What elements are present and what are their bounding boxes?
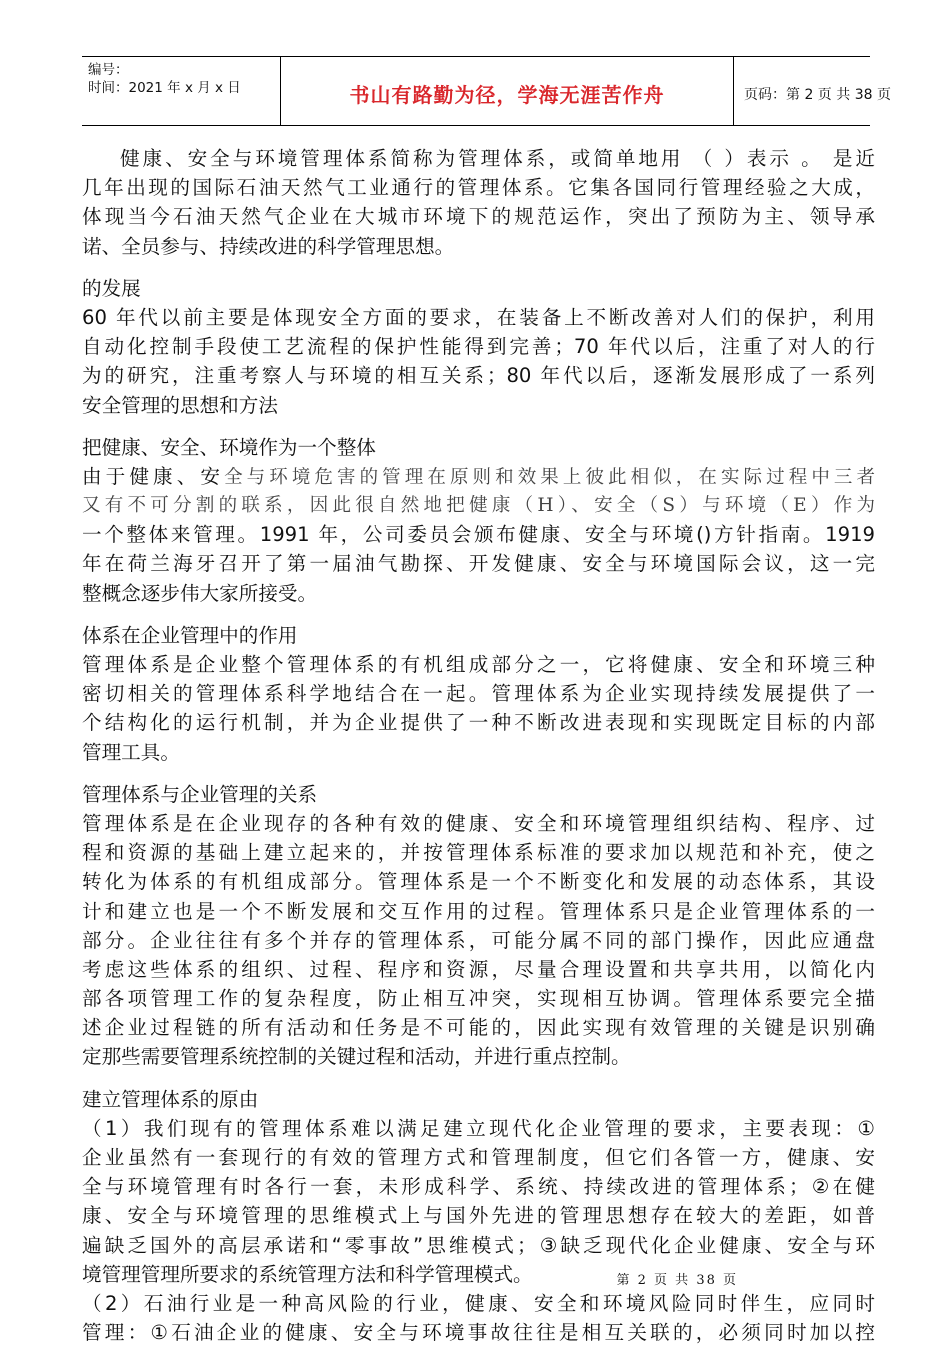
- paragraph-line: 60 年代以前主要是体现安全方面的要求，在装备上不断改善对人们的保护，利用: [82, 305, 875, 329]
- paragraph-line: 由于健康、安全与环境危害的管理在原则和效果上彼此相似，在实际过程中三者: [82, 464, 875, 488]
- header-meta: [82, 57, 280, 125]
- paragraph-line: 管理：①石油企业的健康、安全与环境事故往往是相互关联的，必须同时加以控: [82, 1321, 875, 1345]
- page-header: [82, 56, 891, 126]
- paragraph-line: 程和资源的基础上建立起来的，并按管理体系标准的要求加以规范和补充，使之: [82, 841, 875, 865]
- paragraph-line: 企业虽然有一套现行的有效的管理方式和管理制度，但它们各管一方，健康、安: [82, 1146, 875, 1169]
- paragraph-line: 一个整体来管理。1991 年，公司委员会颁布健康、安全与环境()方针指南。1919: [82, 523, 875, 547]
- section-title-relation: 管理体系与企业管理的关系: [82, 782, 318, 806]
- paragraph-line: 安全管理的思想和方法: [82, 393, 278, 417]
- paragraph-line: 述企业过程链的所有活动和任务是不可能的，因此实现有效管理的关键是识别确: [82, 1016, 875, 1040]
- paragraph-line: 自动化控制手段使工艺流程的保护性能得到完善；70 年代以后，注重了对人的行: [82, 335, 875, 359]
- paragraph-line: （2）石油行业是一种高风险的行业，健康、安全和环境风险同时伴生，应同时: [82, 1291, 875, 1315]
- intro-line: 健康、安全与环境管理体系简称为管理体系，或简单地用 （ ）表示 。 是近: [120, 147, 875, 170]
- paragraph-line: 又有不可分割的联系，因此很自然地把健康（H）、安全（S）与环境（E）作为: [82, 495, 875, 517]
- paragraph-line: 为的研究，注重考察人与环境的相互关系；80 年代以后，逐渐发展形成了一系列: [82, 364, 875, 388]
- intro-line: 诺、全员参与、持续改进的科学管理思想。: [82, 234, 455, 258]
- paragraph-line: 全与环境管理有时各行一套，未形成科学、系统、持续改进的管理体系；②在健: [82, 1175, 875, 1199]
- paragraph-line: 考虑这些体系的组织、过程、程序和资源，尽量合理设置和共享共用，以简化内: [82, 957, 875, 981]
- paragraph-line: 管理工具。: [82, 740, 180, 764]
- motto: 书山有路勤为径，学海无涯苦作舟: [349, 83, 665, 107]
- paragraph-line: 个结构化的运行机制，并为企业提供了一种不断改进表现和实现既定目标的内部: [82, 711, 875, 735]
- section-title-reasons: 建立管理体系的原由: [82, 1087, 259, 1111]
- paragraph-line: 遍缺乏国外的高层承诺和“零事故”思维模式；③缺乏现代化企业健康、安全与环: [82, 1233, 875, 1257]
- section-title-role: 体系在企业管理中的作用: [82, 623, 298, 647]
- page-footer: 第 2 页 共 38 页: [616, 1273, 738, 1288]
- paragraph-line: 整概念逐步伟大家所接受。: [82, 581, 318, 605]
- page-info: 页码：第 2 页 共 38 页: [744, 87, 891, 103]
- number-label: 编号：: [88, 62, 129, 78]
- intro-line: 几年出现的国际石油天然气工业通行的管理体系。它集各国同行管理经验之大成，: [82, 176, 875, 200]
- header-page-cell: [732, 57, 891, 125]
- header-motto-cell: [280, 57, 734, 125]
- paragraph-line: 部各项管理工作的复杂程度，防止相互冲突，实现相互协调。管理体系要完全描: [82, 987, 875, 1011]
- paragraph-line: 年在荷兰海牙召开了第一届油气勘探、开发健康、安全与环境国际会议，这一完: [82, 552, 875, 576]
- paragraph-line: 境管理管理所要求的系统管理方法和科学管理模式。: [82, 1262, 533, 1286]
- paragraph-line: 转化为体系的有机组成部分。管理体系是一个不断变化和发展的动态体系，其设: [82, 870, 875, 894]
- paragraph-line: 定那些需要管理系统控制的关键过程和活动，并进行重点控制。: [82, 1045, 631, 1069]
- document-body: [82, 144, 875, 1347]
- paragraph-line: 管理体系是企业整个管理体系的有机组成部分之一，它将健康、安全和环境三种: [82, 653, 875, 676]
- paragraph-line: 管理体系是在企业现存的各种有效的健康、安全和环境管理组织结构、程序、过: [82, 811, 875, 835]
- paragraph-line: （1）我们现有的管理体系难以满足建立现代化企业管理的要求，主要表现：①: [82, 1116, 875, 1140]
- intro-line: 体现当今石油天然气企业在大城市环境下的规范运作，突出了预防为主、领导承: [82, 205, 875, 229]
- section-title-development: 的发展: [82, 276, 141, 300]
- paragraph-line: 计和建立也是一个不断发展和交互作用的过程。管理体系只是企业管理体系的一: [82, 899, 875, 923]
- paragraph-line: 康、安全与环境管理的思维模式上与国外先进的管理思想存在较大的差距，如普: [82, 1204, 875, 1228]
- paragraph-line: 部分。企业往往有多个并存的管理体系，可能分属不同的部门操作，因此应通盘: [82, 928, 875, 952]
- section-title-whole: 把健康、安全、环境作为一个整体: [82, 435, 376, 459]
- time-label: 时间：2021 年 x 月 x 日: [88, 80, 241, 96]
- paragraph-line: 密切相关的管理体系科学地结合在一起。管理体系为企业实现持续发展提供了一: [82, 682, 875, 706]
